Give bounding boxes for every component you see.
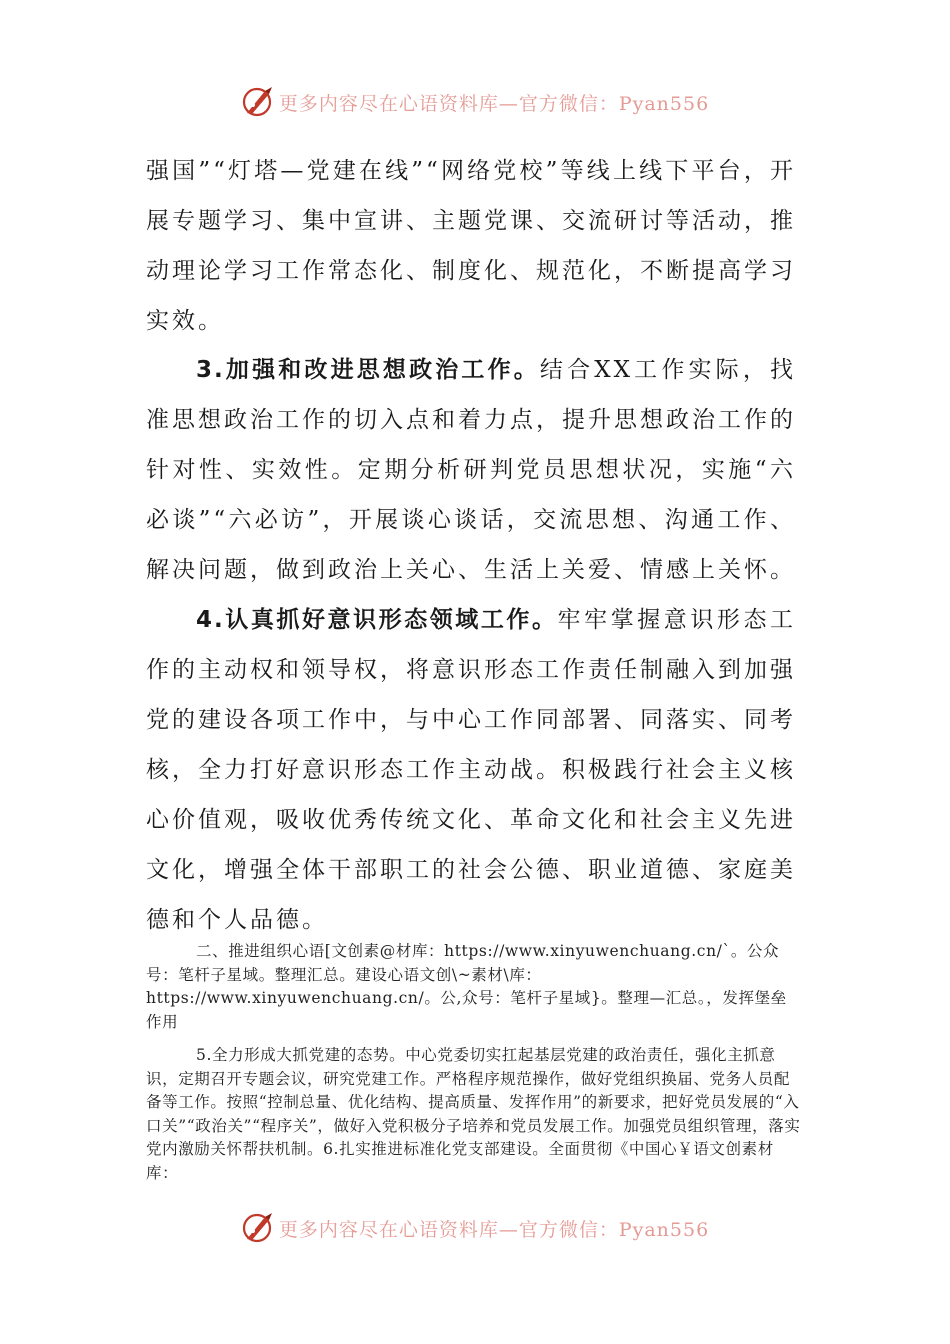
paragraph-section-3 bbox=[146, 345, 796, 595]
header-watermark-text: 更多内容尽在心语资料库—官方微信：Pyan556 bbox=[278, 92, 710, 115]
paragraph-section-5: 5.全力形成大抓党建的态势。中心党委切实扛起基层党建的政治责任，强化主抓意识，定期召开专题会议，研究党建工作。严格程序规范操作，做好党组织换届、党务人员配备等工作。按照“控制总量、优化结构、提高质量、发挥作用”的新要求，把好党员发展的“入口关”“政治关”“程序关”，做好入党积极分子培养和党员发展工作。加强党员组织管理，落实党内激励关怀帮扶机制。6.扎实推进标准化党支部建设。全面贯彻《中国心￥语文创素材库： bbox=[146, 1046, 801, 1182]
paragraph-section-4 bbox=[146, 595, 796, 945]
section-4-body: 牢牢掌握意识形态工作的主动权和领导权，将意识形态工作责任制融入到加强党的建设各项工作中，与中心工作同部署、同落实、同考核，全力打好意识形态工作主动战。积极践行社会主义核心价值观，吸收优秀传统文化、革命文化和社会主义先进文化，增强全体干部职工的社会公德、职业道德、家庭美德和个人品德。 bbox=[146, 607, 797, 933]
quill-pen-logo-icon bbox=[241, 85, 275, 119]
section-3-heading: 3.加强和改进思想政治工作。 bbox=[196, 357, 540, 383]
footer-watermark bbox=[0, 1208, 950, 1248]
section-4-heading: 4.认真抓好意识形态领域工作。 bbox=[196, 607, 558, 633]
header-watermark bbox=[0, 82, 950, 122]
section-3-body: 结合XX工作实际，找准思想政治工作的切入点和着力点，提升思想政治工作的针对性、实效性。定期分析研判党员思想状况，实施“六必谈”“六必访”，开展谈心谈话，交流思想、沟通工作、解决问题，做到政治上关心、生活上关爱、情感上关怀。 bbox=[146, 357, 797, 583]
paragraph-platforms: 强国”“灯塔—党建在线”“网络党校”等线上线下平台，开展专题学习、集中宣讲、主题党课、交流研讨等活动，推动理论学习工作常态化、制度化、规范化，不断提高学习实效。 bbox=[146, 158, 796, 334]
part-2-heading: 二、推进组织心语[文创素@材库：https://www.xinyuwenchuang.cn/`。公众号：笔杆子星域。整理汇总。建设心语文创\~素材\库：https://www.xinyuwenchuang.cn/。公,众号：笔杆子星域}。整理—汇总。，发挥堡垒作用 bbox=[146, 942, 787, 1031]
quill-pen-logo-icon bbox=[241, 1211, 275, 1245]
footer-watermark-text: 更多内容尽在心语资料库—官方微信：Pyan556 bbox=[278, 1218, 710, 1241]
